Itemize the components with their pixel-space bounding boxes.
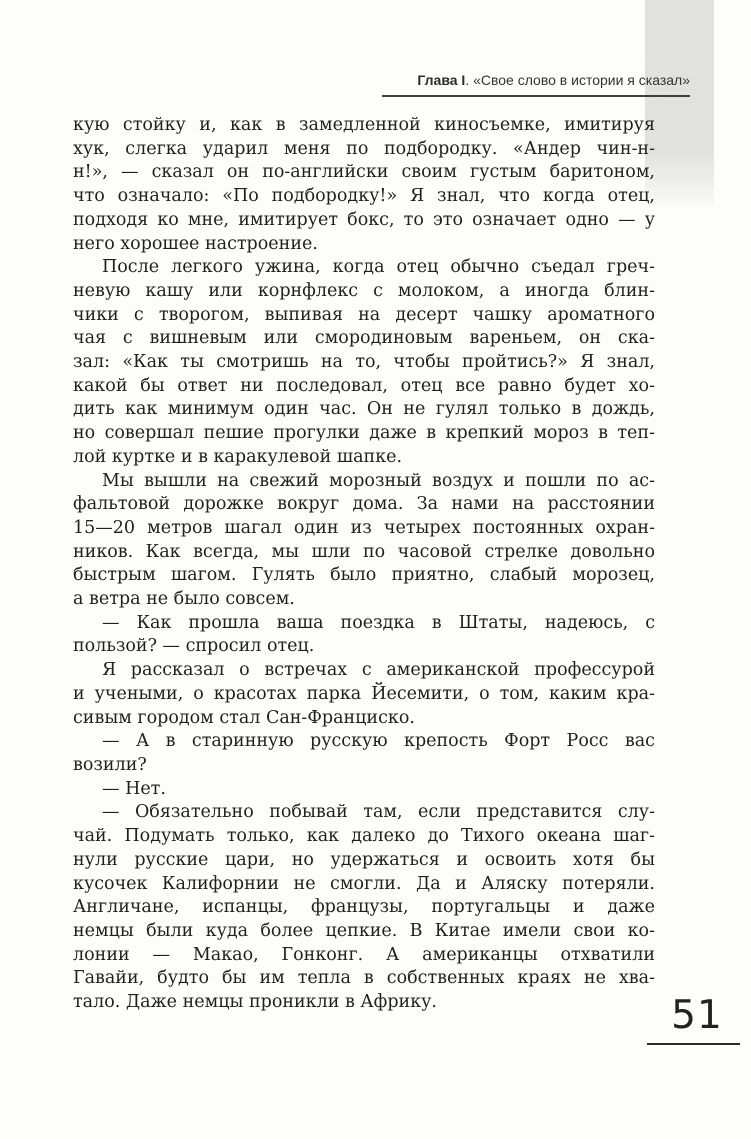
text-line: чики с творогом, выпивая на десерт чашку ароматного xyxy=(73,304,655,325)
text-line: какой бы ответ ни последовал, отец все равно будет хо- xyxy=(73,375,655,396)
paragraph xyxy=(73,778,655,802)
page-number: 51 xyxy=(671,993,723,1038)
text-line: кусочек Калифорнии не смогли. Да и Аляску потеряли. xyxy=(73,873,655,894)
paragraph xyxy=(73,470,655,612)
text-column xyxy=(73,114,655,1015)
text-line: него хорошее настроение. xyxy=(73,233,318,254)
text-line: быстрым шагом. Гулять было приятно, слабый морозец, xyxy=(73,565,655,586)
text-line: хук, слегка ударил меня по подбородку. «Андер чин-н- xyxy=(73,138,655,159)
noise-texture-svg xyxy=(645,0,714,210)
paragraph xyxy=(73,801,655,1014)
text-line: н!», — сказал он по-английски своим густым баритоном, xyxy=(73,162,655,183)
text-line: ников. Как всегда, мы шли по часовой стрелке довольно xyxy=(73,541,655,562)
text-line: зал: «Как ты смотришь на то, чтобы пройтись?» Я знал, xyxy=(73,352,655,373)
text-line: возили? xyxy=(73,754,147,775)
text-line: кую стойку и, как в замедленной киносъемке, имитируя xyxy=(73,115,655,135)
text-line: нули русские цари, но удержаться и освоить хотя бы xyxy=(73,849,655,870)
paragraph xyxy=(73,114,655,256)
text-line: но совершал пешие прогулки даже в крепкий мороз в теп- xyxy=(73,423,655,444)
page-number-rule xyxy=(647,1043,740,1045)
text-line: подходя ко мне, имитирует бокс, то это означает одно — у xyxy=(73,209,655,230)
text-line: невую кашу или корнфлекс с молоком, а иногда блин- xyxy=(73,280,655,301)
text-line: лой куртке и в каракулевой шапке. xyxy=(73,446,403,467)
text-line: что означало: «По подбородку!» Я знал, что когда отец, xyxy=(73,186,655,207)
paragraph xyxy=(73,730,655,777)
text-line: Гавайи, будто бы им тепла в собственных краях не хва- xyxy=(73,968,655,989)
chapter-label: Глава I xyxy=(417,72,466,88)
text-line: чай. Подумать только, как далеко до Тихого океана шаг- xyxy=(73,826,655,847)
text-line: — Нет. xyxy=(102,778,166,799)
text-line: фальтовой дорожке вокруг дома. За нами на расстоянии xyxy=(73,494,655,515)
text-line: дить как минимум один час. Он не гулял только в дождь, xyxy=(73,399,655,420)
text-line: а ветра не было совсем. xyxy=(73,589,295,610)
text-line: — А в старинную русскую крепость Форт Росс вас xyxy=(102,731,655,752)
text-line: — Как прошла ваша поездка в Штаты, надеюсь, с xyxy=(102,612,655,633)
text-line: лонии — Макао, Гонконг. А американцы отхватили xyxy=(73,944,655,965)
text-line: и учеными, о красотах парка Йесемити, о том, каким кра- xyxy=(73,683,655,704)
text-line: После легкого ужина, когда отец обычно съедал греч- xyxy=(102,257,655,278)
text-line: чая с вишневым или смородиновым вареньем, он ска- xyxy=(73,328,655,349)
chapter-title: . «Свое слово в истории я сказал» xyxy=(465,72,690,88)
running-header xyxy=(382,72,690,97)
paragraph xyxy=(73,256,655,469)
text-line: сивым городом стал Сан-Франциско. xyxy=(73,707,415,728)
text-line: — Обязательно побывай там, если представится слу- xyxy=(102,802,655,823)
text-line: немцы были куда более цепкие. В Китае имели свои ко- xyxy=(73,920,655,941)
paragraph xyxy=(73,612,655,659)
text-line: пользой? — спросил отец. xyxy=(73,636,315,657)
text-line: тало. Даже немцы проникли в Африку. xyxy=(73,992,437,1013)
paragraph xyxy=(73,659,655,730)
corner-scan-texture xyxy=(645,0,714,210)
text-line: Я рассказал о встречах с американской профессурой xyxy=(102,660,655,681)
text-line: Мы вышли на свежий морозный воздух и пошли по ас- xyxy=(102,470,655,491)
text-line: 15—20 метров шагал один из четырех постоянных охран- xyxy=(73,517,655,538)
text-line: Англичане, испанцы, французы, португальцы и даже xyxy=(73,897,655,918)
